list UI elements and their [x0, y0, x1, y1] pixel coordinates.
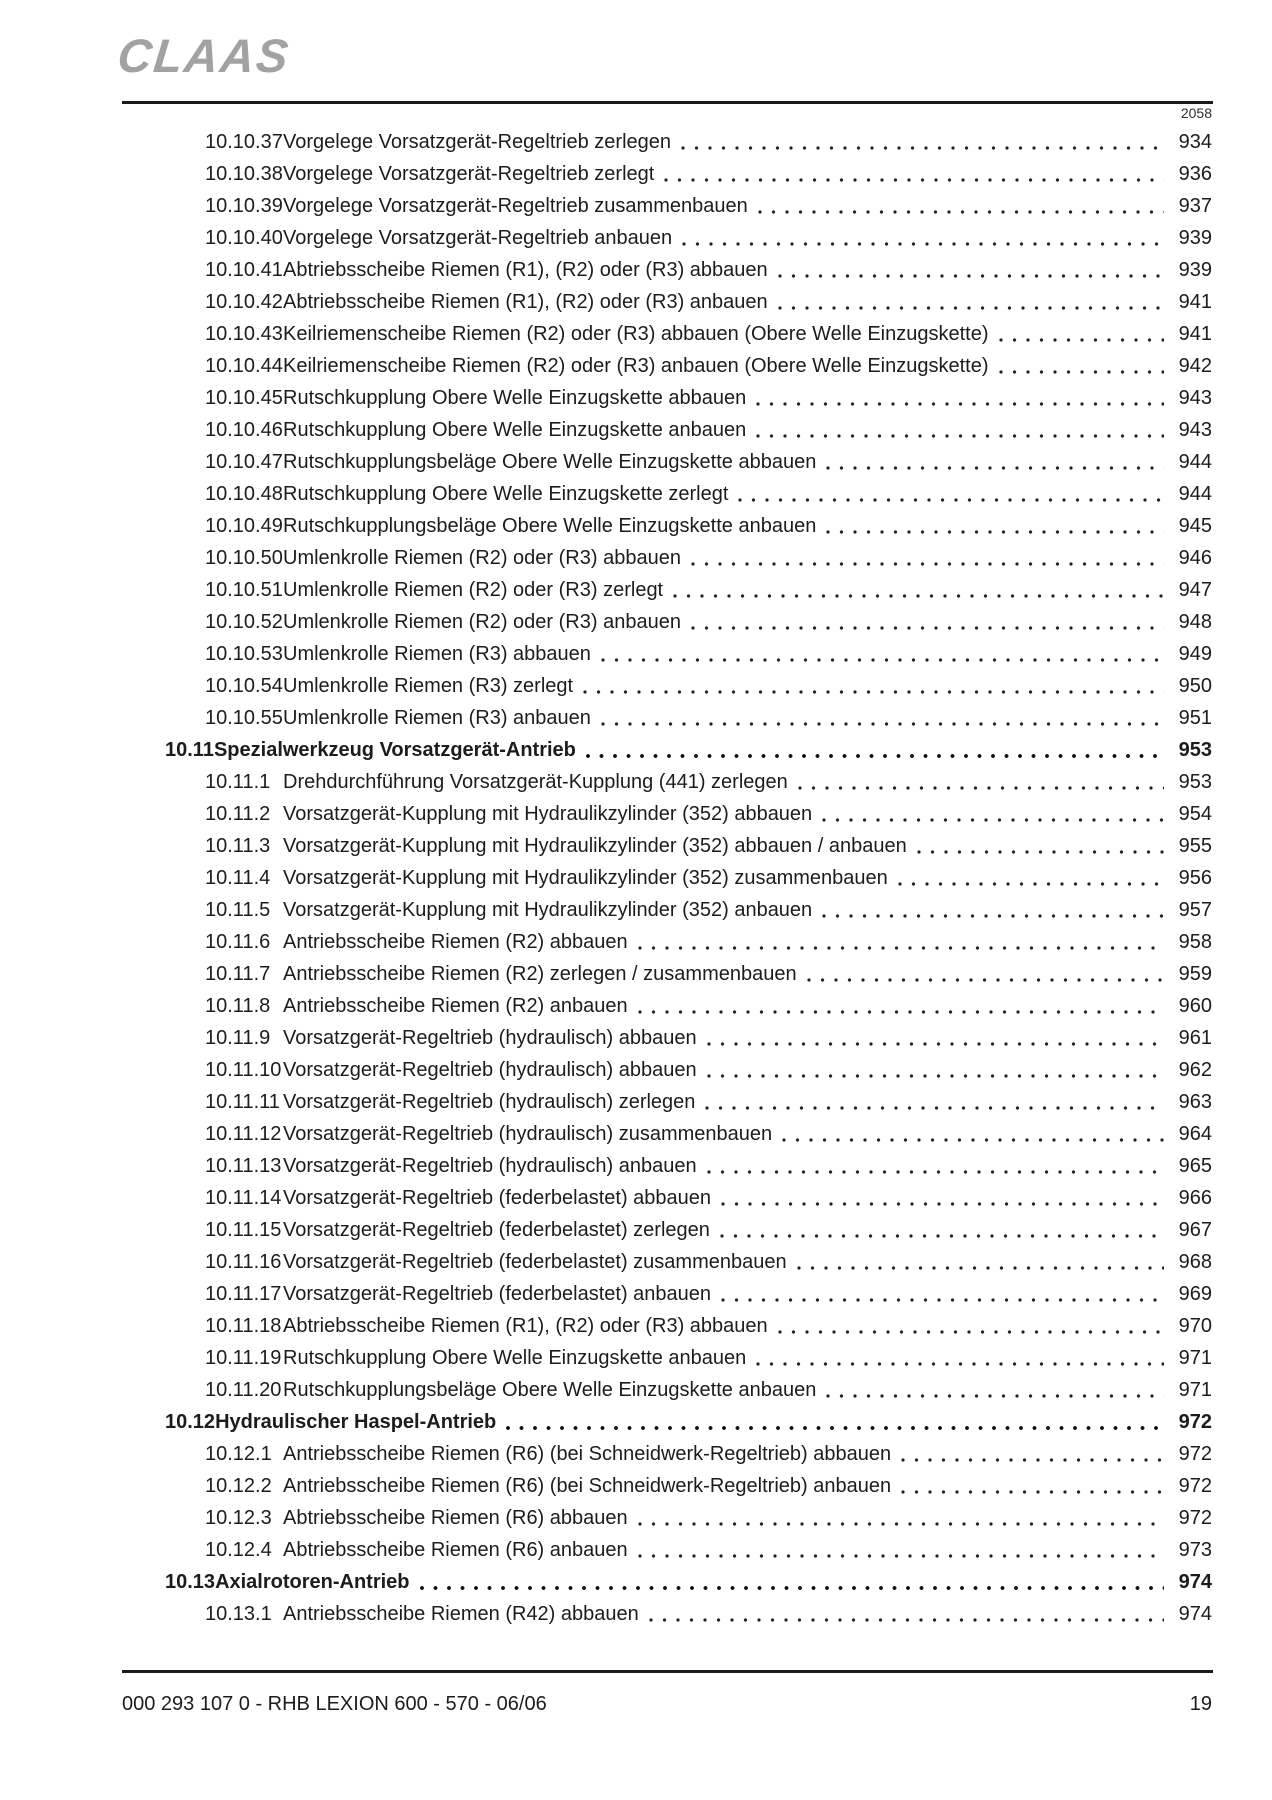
- toc-row: [122, 638, 1212, 670]
- dot-leader: [673, 574, 1164, 606]
- toc-entry-number: 10.11.13: [205, 1155, 282, 1177]
- toc-row: [122, 766, 1212, 798]
- toc-entry-page: 959: [1178, 963, 1212, 985]
- toc-entry-page: 972: [1178, 1443, 1212, 1465]
- toc-entry-number: 10.10.48: [205, 483, 283, 505]
- toc-row: [122, 254, 1212, 286]
- toc-entry-page: 974: [1178, 1603, 1212, 1625]
- toc-row: [122, 1438, 1212, 1470]
- dot-leader: [807, 958, 1164, 990]
- toc-row: [122, 478, 1212, 510]
- toc-entry-title: Drehdurchführung Vorsatzgerät-Kupplung (441) zerlegen: [283, 771, 788, 793]
- toc-entry-number: 10.11.20: [205, 1379, 282, 1401]
- toc-row: [122, 1054, 1212, 1086]
- toc-entry-page: 946: [1178, 547, 1212, 569]
- dot-leader: [738, 478, 1164, 510]
- toc-entry-number: 10.10.53: [205, 643, 283, 665]
- toc-entry-number: 10.10.47: [205, 451, 283, 473]
- toc-entry-title: Vorsatzgerät-Regeltrieb (hydraulisch) abbauen: [283, 1027, 697, 1049]
- dot-leader: [691, 606, 1164, 638]
- toc-row: [122, 606, 1212, 638]
- toc-entry-page: 943: [1178, 419, 1212, 441]
- toc-entry-number: 10.10.51: [205, 579, 283, 601]
- toc-entry-title: Abtriebsscheibe Riemen (R6) abbauen: [283, 1507, 628, 1529]
- toc-entry-page: 954: [1178, 803, 1212, 825]
- toc-entry-page: 966: [1178, 1187, 1212, 1209]
- dot-leader: [756, 1342, 1164, 1374]
- dot-leader: [999, 318, 1164, 350]
- toc-row: [122, 734, 1212, 766]
- claas-logo: CLAAS: [115, 29, 293, 82]
- toc-entry-title: Antriebsscheibe Riemen (R6) (bei Schneidwerk-Regeltrieb) abbauen: [283, 1443, 892, 1465]
- toc-entry-title: Umlenkrolle Riemen (R3) abbauen: [283, 643, 591, 665]
- toc-entry-title: Antriebsscheibe Riemen (R6) (bei Schneidwerk-Regeltrieb) anbauen: [283, 1475, 892, 1497]
- dot-leader: [638, 1502, 1164, 1534]
- toc-entry-number: 10.11: [165, 739, 214, 761]
- dot-leader: [601, 638, 1164, 670]
- toc-row: [122, 286, 1212, 318]
- header-rule: [122, 101, 1213, 104]
- dot-leader: [707, 1022, 1164, 1054]
- dot-leader: [758, 190, 1164, 222]
- toc-row: [122, 1470, 1212, 1502]
- dot-leader: [797, 1246, 1164, 1278]
- toc-entry-number: 10.12.2: [205, 1475, 272, 1497]
- toc-entry-page: 936: [1178, 163, 1212, 185]
- toc-entry-page: 953: [1178, 771, 1212, 793]
- toc-row: [122, 1598, 1212, 1630]
- dot-leader: [638, 926, 1164, 958]
- toc-entry-title: Vorsatzgerät-Kupplung mit Hydraulikzylinder (352) abbauen: [283, 803, 813, 825]
- toc-entry-page: 948: [1178, 611, 1212, 633]
- dot-leader: [822, 894, 1164, 926]
- toc-entry-title: Antriebsscheibe Riemen (R42) abbauen: [283, 1603, 639, 1625]
- toc-entry-number: 10.10.40: [205, 227, 283, 249]
- toc-entry-number: 10.11.5: [205, 899, 271, 921]
- toc-row: [122, 670, 1212, 702]
- toc-entry-number: 10.13.1: [205, 1603, 272, 1625]
- toc-entry-title: Vorsatzgerät-Kupplung mit Hydraulikzylinder (352) zusammenbauen: [283, 867, 888, 889]
- toc-entry-title: Vorgelege Vorsatzgerät-Regeltrieb zusammenbauen: [283, 195, 748, 217]
- toc-entry-number: 10.10.46: [205, 419, 283, 441]
- toc-entry-title: Umlenkrolle Riemen (R2) oder (R3) zerlegt: [283, 579, 664, 601]
- dot-leader: [901, 1438, 1164, 1470]
- toc-entry-title: Rutschkupplungsbeläge Obere Welle Einzugskette abbauen: [283, 451, 817, 473]
- toc-entry-number: 10.11.4: [205, 867, 271, 889]
- dot-leader: [720, 1214, 1164, 1246]
- toc-entry-number: 10.11.12: [205, 1123, 282, 1145]
- toc-entry-title: Vorsatzgerät-Regeltrieb (hydraulisch) anbauen: [283, 1155, 697, 1177]
- toc-row: [122, 1502, 1212, 1534]
- toc-entry-number: 10.11.3: [205, 835, 271, 857]
- toc-entry-title: Abtriebsscheibe Riemen (R1), (R2) oder (R3) anbauen: [283, 291, 768, 313]
- toc-entry-number: 10.11.10: [205, 1059, 282, 1081]
- dot-leader: [778, 286, 1164, 318]
- toc-entry-page: 947: [1178, 579, 1212, 601]
- dot-leader: [901, 1470, 1164, 1502]
- toc-entry-page: 942: [1178, 355, 1212, 377]
- dot-leader: [826, 1374, 1164, 1406]
- toc-row: [122, 1342, 1212, 1374]
- toc-row: [122, 190, 1212, 222]
- toc-entry-page: 964: [1178, 1123, 1212, 1145]
- toc-entry-title: Rutschkupplungsbeläge Obere Welle Einzugskette anbauen: [283, 515, 817, 537]
- dot-leader: [420, 1566, 1164, 1598]
- dot-leader: [798, 766, 1164, 798]
- toc-entry-page: 944: [1178, 451, 1212, 473]
- dot-leader: [778, 1310, 1164, 1342]
- toc-entry-number: 10.10.42: [205, 291, 283, 313]
- toc-entry-page: 957: [1178, 899, 1212, 921]
- toc-entry-number: 10.10.37: [205, 131, 283, 153]
- dot-leader: [756, 414, 1164, 446]
- toc-entry-number: 10.13: [165, 1571, 216, 1593]
- dot-leader: [664, 158, 1164, 190]
- toc-row: [122, 990, 1212, 1022]
- toc-row: [122, 350, 1212, 382]
- toc-entry-title: Umlenkrolle Riemen (R2) oder (R3) anbauen: [283, 611, 681, 633]
- toc-entry-title: Antriebsscheibe Riemen (R2) anbauen: [283, 995, 628, 1017]
- dot-leader: [638, 1534, 1164, 1566]
- toc-entry-page: 972: [1178, 1475, 1212, 1497]
- toc-entry-title: Umlenkrolle Riemen (R2) oder (R3) abbauen: [283, 547, 681, 569]
- toc-entry-title: Vorsatzgerät-Regeltrieb (hydraulisch) zusammenbauen: [283, 1123, 773, 1145]
- footer-doc-id: 000 293 107 0 - RHB LEXION 600 - 570 - 06/06: [122, 1693, 547, 1715]
- toc-row: [122, 542, 1212, 574]
- toc-entry-page: 958: [1178, 931, 1212, 953]
- toc-row: [122, 382, 1212, 414]
- toc-row: [122, 1566, 1212, 1598]
- dot-leader: [999, 350, 1164, 382]
- toc-entry-number: 10.10.45: [205, 387, 283, 409]
- toc-entry-page: 972: [1178, 1507, 1212, 1529]
- toc-entry-page: 972: [1178, 1411, 1212, 1433]
- toc-entry-number: 10.10.52: [205, 611, 283, 633]
- toc-entry-number: 10.10.55: [205, 707, 283, 729]
- toc-entry-page: 941: [1178, 323, 1212, 345]
- toc-entry-title: Vorsatzgerät-Regeltrieb (federbelastet) zerlegen: [283, 1219, 710, 1241]
- toc-entry-title: Rutschkupplungsbeläge Obere Welle Einzugskette anbauen: [283, 1379, 817, 1401]
- footer-rule: [122, 1670, 1213, 1673]
- dot-leader: [756, 382, 1164, 414]
- toc-row: [122, 798, 1212, 830]
- toc-entry-title: Vorgelege Vorsatzgerät-Regeltrieb zerlegt: [283, 163, 655, 185]
- dot-leader: [721, 1182, 1164, 1214]
- toc-entry-page: 971: [1178, 1379, 1212, 1401]
- toc-entry-number: 10.11.1: [205, 771, 271, 793]
- toc-row: [122, 702, 1212, 734]
- toc-entry-page: 943: [1178, 387, 1212, 409]
- dot-leader: [826, 510, 1164, 542]
- toc-row: [122, 1374, 1212, 1406]
- dot-leader: [826, 446, 1164, 478]
- toc-entry-page: 953: [1178, 739, 1212, 761]
- toc-row: [122, 1022, 1212, 1054]
- toc-entry-number: 10.11.7: [205, 963, 271, 985]
- toc-entry-number: 10.11.14: [205, 1187, 282, 1209]
- toc-entry-title: Keilriemenscheibe Riemen (R2) oder (R3) anbauen (Obere Welle Einzugskette): [283, 355, 989, 377]
- toc-entry-title: Vorsatzgerät-Regeltrieb (federbelastet) zusammenbauen: [283, 1251, 787, 1273]
- toc-entry-number: 10.11.11: [205, 1091, 280, 1113]
- toc-entry-number: 10.12.3: [205, 1507, 272, 1529]
- toc-entry-page: 939: [1178, 227, 1212, 249]
- dot-leader: [778, 254, 1164, 286]
- toc-entry-page: 944: [1178, 483, 1212, 505]
- toc-entry-title: Keilriemenscheibe Riemen (R2) oder (R3) abbauen (Obere Welle Einzugskette): [283, 323, 989, 345]
- toc-row: [122, 1310, 1212, 1342]
- toc-entry-title: Umlenkrolle Riemen (R3) zerlegt: [283, 675, 574, 697]
- toc-entry-title: Abtriebsscheibe Riemen (R6) anbauen: [283, 1539, 628, 1561]
- toc-entry-number: 10.11.8: [205, 995, 271, 1017]
- toc-row: [122, 894, 1212, 926]
- toc-row: [122, 958, 1212, 990]
- toc-entry-number: 10.11.19: [205, 1347, 282, 1369]
- toc-entry-number: 10.10.44: [205, 355, 283, 377]
- toc-entry-number: 10.11.9: [205, 1027, 271, 1049]
- toc-entry-number: 10.12: [165, 1411, 216, 1433]
- toc-entry-number: 10.12.4: [205, 1539, 272, 1561]
- dot-leader: [682, 222, 1164, 254]
- dot-leader: [681, 126, 1164, 158]
- toc-entry-title: Umlenkrolle Riemen (R3) anbauen: [283, 707, 591, 729]
- toc-entry-page: 955: [1178, 835, 1212, 857]
- toc-entry-page: 968: [1178, 1251, 1212, 1273]
- toc-entry-title: Hydraulischer Haspel-Antrieb: [215, 1411, 497, 1433]
- toc-entry-title: Rutschkupplung Obere Welle Einzugskette abbauen: [283, 387, 747, 409]
- toc-entry-number: 10.10.43: [205, 323, 283, 345]
- toc-entry-title: Rutschkupplung Obere Welle Einzugskette zerlegt: [283, 483, 729, 505]
- toc-entry-title: Abtriebsscheibe Riemen (R1), (R2) oder (R3) abbauen: [283, 259, 768, 281]
- toc-entry-number: 10.11.18: [205, 1315, 282, 1337]
- toc-entry-page: 950: [1178, 675, 1212, 697]
- toc-row: [122, 158, 1212, 190]
- toc-entry-title: Vorsatzgerät-Kupplung mit Hydraulikzylinder (352) abbauen / anbauen: [283, 835, 907, 857]
- toc-entry-title: Vorsatzgerät-Regeltrieb (federbelastet) abbauen: [283, 1187, 712, 1209]
- toc-entry-number: 10.10.39: [205, 195, 283, 217]
- footer-page-number: 19: [1189, 1693, 1212, 1715]
- toc-row: [122, 510, 1212, 542]
- toc-row: [122, 1246, 1212, 1278]
- toc-entry-number: 10.11.2: [205, 803, 271, 825]
- toc-entry-title: Vorsatzgerät-Kupplung mit Hydraulikzylinder (352) anbauen: [283, 899, 813, 921]
- dot-leader: [822, 798, 1164, 830]
- toc-entry-number: 10.10.49: [205, 515, 283, 537]
- toc-entry-page: 945: [1178, 515, 1212, 537]
- toc-entry-page: 967: [1178, 1219, 1212, 1241]
- dot-leader: [586, 734, 1164, 766]
- toc-entry-title: Vorsatzgerät-Regeltrieb (hydraulisch) zerlegen: [283, 1091, 696, 1113]
- toc-entry-page: 960: [1178, 995, 1212, 1017]
- dot-leader: [917, 830, 1164, 862]
- toc-entry-page: 941: [1178, 291, 1212, 313]
- toc-row: [122, 1278, 1212, 1310]
- toc-entry-page: 974: [1178, 1571, 1212, 1593]
- toc-row: [122, 446, 1212, 478]
- toc-entry-number: 10.12.1: [205, 1443, 272, 1465]
- toc-row: [122, 414, 1212, 446]
- dot-leader: [705, 1086, 1164, 1118]
- dot-leader: [707, 1150, 1164, 1182]
- toc-entry-title: Antriebsscheibe Riemen (R2) abbauen: [283, 931, 628, 953]
- doc-number: 2058: [1180, 105, 1212, 121]
- toc-entry-number: 10.10.38: [205, 163, 283, 185]
- toc-entry-number: 10.10.50: [205, 547, 283, 569]
- toc-row: [122, 1150, 1212, 1182]
- dot-leader: [638, 990, 1164, 1022]
- dot-leader: [691, 542, 1164, 574]
- toc-entry-number: 10.11.16: [205, 1251, 282, 1273]
- toc-entry-number: 10.10.54: [205, 675, 283, 697]
- toc-entry-page: 969: [1178, 1283, 1212, 1305]
- toc-entry-title: Vorsatzgerät-Regeltrieb (federbelastet) anbauen: [283, 1283, 712, 1305]
- toc-row: [122, 830, 1212, 862]
- toc-entry-page: 961: [1178, 1027, 1212, 1049]
- toc-row: [122, 1118, 1212, 1150]
- toc-entry-page: 937: [1178, 195, 1212, 217]
- toc-entry-page: 971: [1178, 1347, 1212, 1369]
- toc-entry-number: 10.11.15: [205, 1219, 282, 1241]
- toc-entry-title: Rutschkupplung Obere Welle Einzugskette anbauen: [283, 1347, 747, 1369]
- toc-entry-page: 939: [1178, 259, 1212, 281]
- toc-entry-page: 949: [1178, 643, 1212, 665]
- table-of-contents: [122, 126, 1212, 1630]
- toc-entry-page: 963: [1178, 1091, 1212, 1113]
- toc-entry-title: Antriebsscheibe Riemen (R2) zerlegen / zusammenbauen: [283, 963, 797, 985]
- toc-entry-title: Rutschkupplung Obere Welle Einzugskette anbauen: [283, 419, 747, 441]
- toc-row: [122, 318, 1212, 350]
- toc-row: [122, 126, 1212, 158]
- toc-entry-title: Abtriebsscheibe Riemen (R1), (R2) oder (R3) abbauen: [283, 1315, 768, 1337]
- toc-row: [122, 574, 1212, 606]
- toc-row: [122, 1534, 1212, 1566]
- toc-entry-page: 962: [1178, 1059, 1212, 1081]
- toc-row: [122, 1214, 1212, 1246]
- toc-entry-page: 956: [1178, 867, 1212, 889]
- toc-row: [122, 222, 1212, 254]
- dot-leader: [707, 1054, 1164, 1086]
- toc-entry-title: Vorsatzgerät-Regeltrieb (hydraulisch) abbauen: [283, 1059, 697, 1081]
- dot-leader: [583, 670, 1164, 702]
- toc-entry-page: 965: [1178, 1155, 1212, 1177]
- toc-entry-title: Axialrotoren-Antrieb: [215, 1571, 410, 1593]
- dot-leader: [649, 1598, 1164, 1630]
- dot-leader: [898, 862, 1164, 894]
- toc-entry-title: Vorgelege Vorsatzgerät-Regeltrieb zerlegen: [283, 131, 672, 153]
- toc-entry-number: 10.11.17: [205, 1283, 282, 1305]
- toc-entry-title: Vorgelege Vorsatzgerät-Regeltrieb anbauen: [283, 227, 673, 249]
- toc-entry-number: 10.11.6: [205, 931, 271, 953]
- toc-entry-page: 973: [1178, 1539, 1212, 1561]
- page-footer: [122, 1688, 1212, 1720]
- toc-entry-page: 934: [1178, 131, 1212, 153]
- dot-leader: [506, 1406, 1164, 1438]
- toc-row: [122, 862, 1212, 894]
- toc-entry-page: 951: [1178, 707, 1212, 729]
- dot-leader: [782, 1118, 1164, 1150]
- toc-entry-page: 970: [1178, 1315, 1212, 1337]
- toc-row: [122, 1086, 1212, 1118]
- toc-entry-title: Spezialwerkzeug Vorsatzgerät-Antrieb: [213, 739, 576, 761]
- toc-row: [122, 1406, 1212, 1438]
- toc-row: [122, 1182, 1212, 1214]
- toc-row: [122, 926, 1212, 958]
- toc-entry-number: 10.10.41: [205, 259, 283, 281]
- dot-leader: [721, 1278, 1164, 1310]
- dot-leader: [601, 702, 1164, 734]
